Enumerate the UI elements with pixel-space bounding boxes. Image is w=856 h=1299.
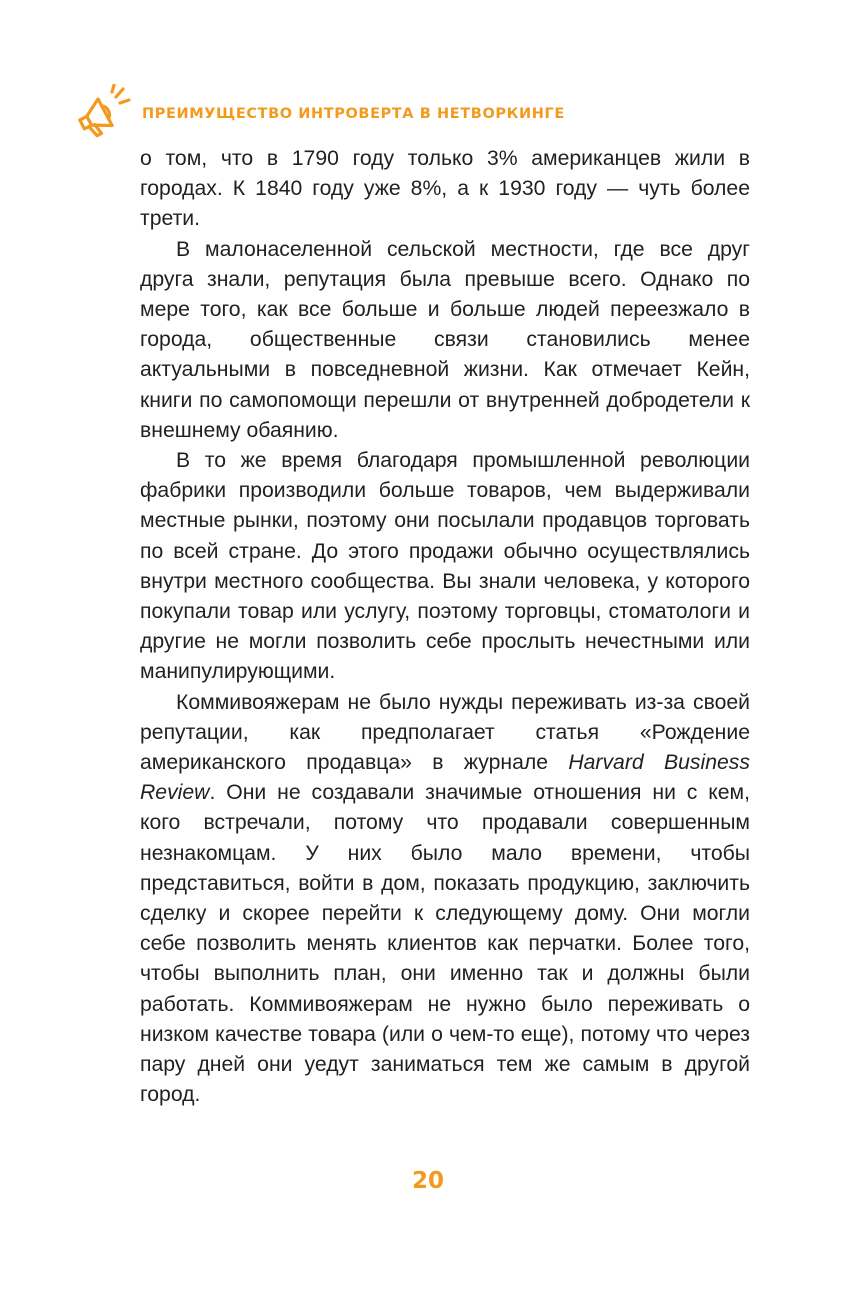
running-header-title: ПРЕИМУЩЕСТВО ИНТРОВЕРТА В НЕТВОРКИНГЕ bbox=[142, 106, 565, 122]
journal-title: Harvard Business Review bbox=[140, 751, 750, 805]
paragraph-text: . Они не создавали значимые отношения ни с кем, кого встречали, потому что продавали совершенным незнакомцам. У них было мало времени, чтобы представиться, войти в дом, показать продукцию, заключить сделку и скорее перейти к следующему дому. Они могли себе позволить менять клиентов как перчатки. Более того, чтобы выполнить план, они именно так и должны были работать. Коммивояжерам не нужно было переживать о низком качестве товара (или о чем-то еще), потому что через пару дней они уедут заниматься тем же самым в другой город. bbox=[140, 781, 750, 1107]
paragraph-text: Коммивояжерам не было нужды переживать из-за своей репутации, как предполагает статья «Рождение американского продавца» в журнале bbox=[140, 690, 750, 775]
paragraph: В то же время благодаря промышленной революции фабрики производили больше товаров, чем выдерживали местные рынки, поэтому они посылали продавцов торговать по всей стране. До этого продажи обычно осуществлялись внутри местного сообщества. Вы знали человека, у которого покупали товар или услугу, поэтому торговцы, стоматологи и другие не могли позволить себе прослыть нечестными или манипулирующими. bbox=[140, 449, 750, 684]
paragraph: о том, что в 1790 году только 3% американцев жили в городах. К 1840 году уже 8%, а к 1930 году — чуть более трети. bbox=[140, 147, 750, 231]
running-header bbox=[72, 84, 565, 140]
megaphone-icon bbox=[72, 84, 134, 140]
paragraph: В малонаселенной сельской местности, где все друг друга знали, репутация была превыше всего. Однако по мере того, как все больше и больше людей переезжало в города, общественные связи становились менее актуальными в повседневной жизни. Как отмечает Кейн, книги по самопомощи перешли от внутренней добродетели к внешнему обаянию. bbox=[140, 237, 750, 442]
page-number: 20 bbox=[411, 1168, 444, 1194]
paragraph bbox=[140, 688, 750, 1111]
body-text bbox=[140, 144, 750, 1111]
